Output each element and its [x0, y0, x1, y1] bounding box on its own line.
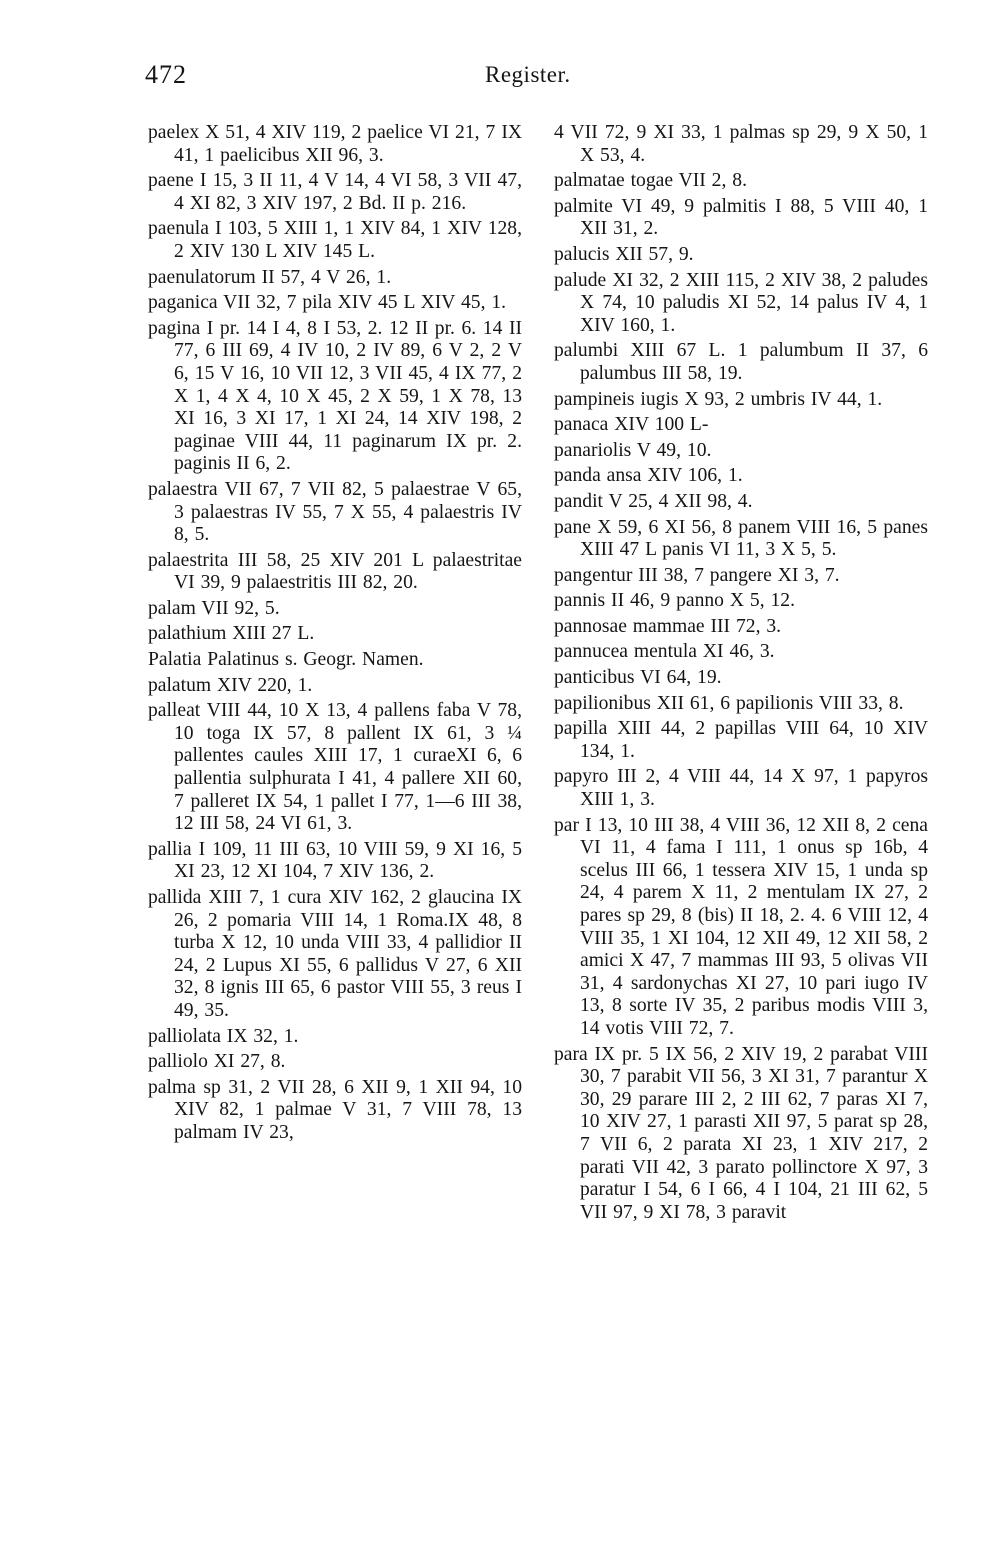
index-entry: pannucea mentula XI 46, 3. [554, 641, 775, 663]
index-entry: panariolis V 49, 10. [554, 439, 712, 461]
index-entry: papilla XIII 44, 2 papillas VIII 64, 10 XIV 134, 1. [554, 718, 928, 762]
right-index-column [554, 122, 928, 1227]
index-entry: paenulatorum II 57, 4 V 26, 1. [148, 266, 392, 288]
index-entry: palmatae togae VII 2, 8. [554, 170, 747, 192]
index-entry: pallia I 109, 11 III 63, 10 VIII 59, 9 XI 16, 5 XI 23, 12 XI 104, 7 XIV 136, 2. [148, 838, 522, 883]
index-entry: paelex X 51, 4 XIV 119, 2 paelice VI 21, 7 IX 41, 1 paelicibus XII 96, 3. [148, 122, 522, 166]
left-index-column [148, 122, 522, 1148]
page-number: 472 [145, 60, 187, 89]
index-entry: panticibus VI 64, 19. [554, 667, 722, 689]
index-entry: panda ansa XIV 106, 1. [554, 465, 743, 487]
index-entry: palathium XIII 27 L. [148, 623, 315, 645]
index-entry: para IX pr. 5 IX 56, 2 XIV 19, 2 parabat VIII 30, 7 parabit VII 56, 3 XI 31, 7 parantur X 30, 29 parare III 2, 2 III 62, 7 paras XI 7, 10 XIV 27, 1 parasti XII 97, 5 parat sp 28, 7 VII 6, 2 parata XI 23, 1 XIV 217, 2 parati VII 42, 3 parato pollinctore X 97, 3 paratur I 54, 6 I 66, 4 I 104, 21 III 62, 5 VII 97, 9 XI 78, 3 paravit [554, 1043, 928, 1223]
index-entry: 4 VII 72, 9 XI 33, 1 palmas sp 29, 9 X 50, 1 X 53, 4. [554, 122, 928, 166]
index-entry: palliolata IX 32, 1. [148, 1025, 299, 1047]
index-entry: palude XI 32, 2 XIII 115, 2 XIV 38, 2 paludes X 74, 10 paludis XI 52, 14 palus IV 4, 1 XIV 160, 1. [554, 269, 928, 336]
index-entry: pannis II 46, 9 panno X 5, 12. [554, 590, 796, 612]
index-entry: par I 13, 10 III 38, 4 VIII 36, 12 XII 8, 2 cena VI 11, 4 fama I 111, 1 onus sp 16b, 4 scelus III 66, 1 tessera XIV 15, 1 unda sp 24, 4 parem X 11, 2 mentulam IX 27, 2 pares sp 29, 8 (bis) II 18, 2. 4. 6 VIII 12, 4 VIII 35, 1 XI 104, 12 XII 49, 12 XII 58, 2 amici X 47, 7 mammas III 93, 5 olivas VII 31, 4 sardonychas XI 27, 10 pari iugo IV 13, 8 sorte IV 35, 2 paribus modis VIII 3, 14 votis VIII 72, 7. [554, 814, 928, 1039]
index-entry: pampineis iugis X 93, 2 umbris IV 44, 1. [554, 388, 883, 410]
index-entry: palaestrita III 58, 25 XIV 201 L palaestritae VI 39, 9 palaestritis III 82, 20. [148, 549, 522, 594]
index-entry: palatum XIV 220, 1. [148, 674, 313, 696]
index-entry: papyro III 2, 4 VIII 44, 14 X 97, 1 papyros XIII 1, 3. [554, 766, 928, 811]
index-entry: pagina I pr. 14 I 4, 8 I 53, 2. 12 II pr. 6. 14 II 77, 6 III 69, 4 IV 10, 2 IV 89, 6 V 2, 2 V 6, 15 V 16, 10 VII 12, 3 VII 45, 4 IX 77, 2 X 1, 4 X 4, 10 X 45, 2 X 59, 1 X 78, 13 XI 16, 3 XI 17, 1 XI 24, 14 XIV 198, 2 paginae VIII 44, 11 paginarum IX pr. 2. paginis II 6, 2. [148, 317, 522, 475]
index-entry: papilionibus XII 61, 6 papilionis VIII 33, 8. [554, 692, 904, 714]
index-entry: palucis XII 57, 9. [554, 243, 694, 265]
index-entry: palleat VIII 44, 10 X 13, 4 pallens faba V 78, 10 toga IX 57, 8 pallent IX 61, 3 ¼ pallentes caules XIII 17, 1 curaeXI 6, 6 pallentia sulphurata I 41, 4 pallere XII 60, 7 palleret IX 54, 1 pallet I 77, 1—6 III 38, 12 III 58, 24 VI 61, 3. [148, 700, 522, 835]
index-entry: palam VII 92, 5. [148, 597, 280, 619]
index-entry: palmite VI 49, 9 palmitis I 88, 5 VIII 40, 1 XII 31, 2. [554, 195, 928, 240]
index-entry: palumbi XIII 67 L. 1 palumbum II 37, 6 palumbus III 58, 19. [554, 340, 928, 384]
index-entry: Palatia Palatinus s. Geogr. Namen. [148, 649, 424, 671]
index-entry: pane X 59, 6 XI 56, 8 panem VIII 16, 5 panes XIII 47 L panis VI 11, 3 X 5, 5. [554, 516, 928, 561]
index-entry: pandit V 25, 4 XII 98, 4. [554, 490, 753, 512]
index-entry: palma sp 31, 2 VII 28, 6 XII 9, 1 XII 94, 10 XIV 82, 1 palmae V 31, 7 VIII 78, 13 palmam IV 23, [148, 1076, 522, 1143]
index-entry: palliolo XI 27, 8. [148, 1051, 286, 1073]
index-entry: paene I 15, 3 II 11, 4 V 14, 4 VI 58, 3 VII 47, 4 XI 82, 3 XIV 197, 2 Bd. II p. 216. [148, 170, 522, 214]
index-entry: panaca XIV 100 L- [554, 414, 709, 436]
index-entry: palaestra VII 67, 7 VII 82, 5 palaestrae V 65, 3 palaestras IV 55, 7 X 55, 4 palaestris IV 8, 5. [148, 478, 522, 546]
index-entry: pangentur III 38, 7 pangere XI 3, 7. [554, 564, 840, 586]
index-entry: paenula I 103, 5 XIII 1, 1 XIV 84, 1 XIV 128, 2 XIV 130 L XIV 145 L. [148, 218, 522, 262]
running-title: Register. [485, 62, 571, 87]
page-header [145, 60, 925, 94]
index-entry: paganica VII 32, 7 pila XIV 45 L XIV 45, 1. [148, 292, 507, 314]
index-entry: pannosae mammae III 72, 3. [554, 615, 782, 637]
index-entry: pallida XIII 7, 1 cura XIV 162, 2 glaucina IX 26, 2 pomaria VIII 14, 1 Roma.IX 48, 8 turba X 12, 10 unda VIII 33, 4 pallidior II 24, 2 Lupus XI 55, 6 pallidus V 27, 6 XII 32, 8 ignis III 65, 6 pastor VIII 55, 3 reus I 49, 35. [148, 887, 522, 1021]
